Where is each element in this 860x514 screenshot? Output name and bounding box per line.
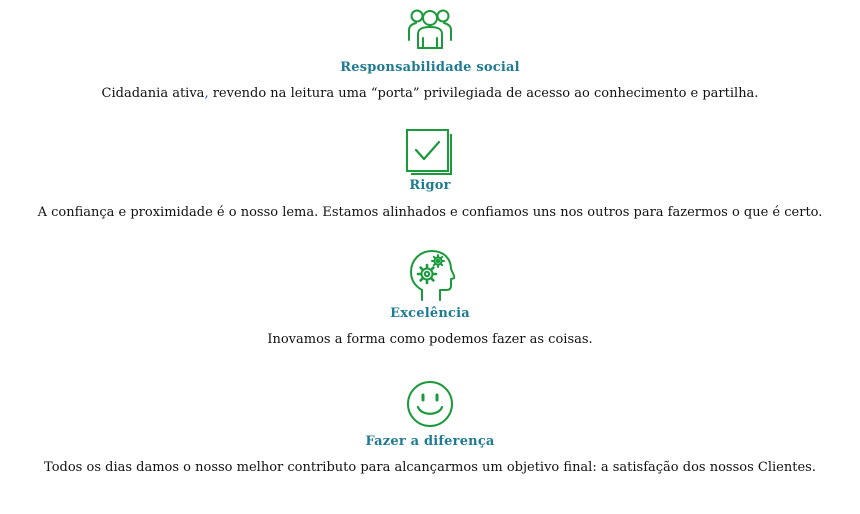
value-description [0, 86, 860, 101]
people-group-icon [404, 4, 456, 50]
head-gears-icon [405, 248, 455, 302]
value-description: Todos os dias damos o nosso melhor contributo para alcançarmos um objetivo final: a satisfação dos nossos Clientes. [44, 460, 816, 475]
value-description-rest: revendo na leitura uma “porta” privilegiada de acesso ao conhecimento e partilha. [208, 86, 759, 101]
value-description-main: Cidadania ativa [101, 86, 205, 101]
value-title: Responsabilidade social [340, 60, 520, 75]
smiley-face-icon [406, 380, 454, 428]
comma-mark: , [204, 86, 209, 101]
value-description: A confiança e proximidade é o nosso lema. Estamos alinhados e confiamos uns nos outros para fazermos o que é certo. [37, 205, 823, 220]
value-title: Rigor [409, 178, 451, 193]
checkbox-check-icon [405, 128, 455, 176]
value-title: Excelência [390, 306, 470, 321]
value-description: Inovamos a forma como podemos fazer as coisas. [267, 332, 593, 347]
value-title: Fazer a diferença [365, 434, 495, 449]
